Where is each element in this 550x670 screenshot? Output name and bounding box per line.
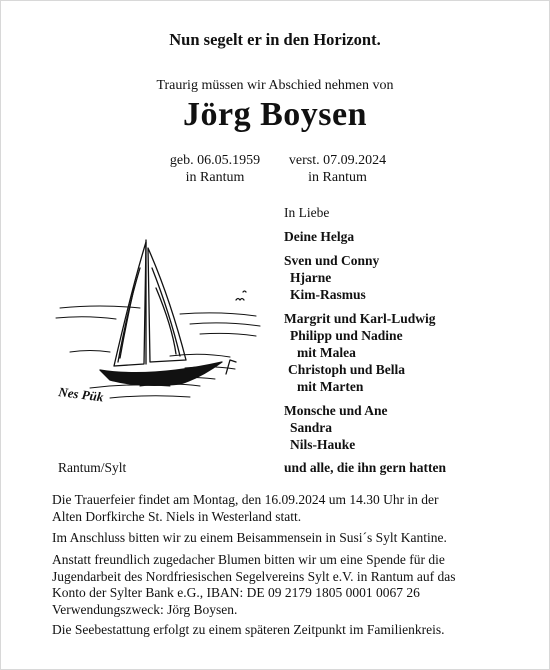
sailboat-sketch — [50, 228, 265, 408]
mourner-line: Christoph und Bella — [288, 362, 406, 377]
hull — [100, 360, 236, 385]
birth-date: geb. 06.05.1959 — [169, 153, 261, 168]
death-date: verst. 07.09.2024 — [288, 153, 387, 168]
death-place: in Rantum — [308, 170, 367, 185]
mourner-line: Kim-Rasmus — [290, 287, 366, 302]
paragraph-line: Verwendungszweck: Jörg Boysen. — [52, 601, 238, 617]
sails — [114, 240, 186, 366]
birth-place: in Rantum — [185, 170, 245, 185]
mourner-line: mit Marten — [297, 379, 364, 394]
mourner-line: mit Malea — [297, 345, 356, 360]
gathering-paragraph — [52, 530, 447, 547]
donation-paragraph — [52, 552, 456, 618]
mourners-intro: In Liebe — [284, 205, 330, 220]
paragraph-line: Im Anschluss bitten wir zu einem Beisammensein in Susi´s Sylt Kantine. — [52, 530, 447, 545]
mourner-line: Sven und Conny — [284, 253, 380, 268]
mourners-list — [284, 204, 436, 453]
paragraph-line: Die Seebestattung erfolgt zu einem späteren Zeitpunkt im Familienkreis. — [52, 622, 445, 637]
mourner-line: Sandra — [290, 420, 333, 435]
image-caption: Nes Pük — [57, 384, 105, 405]
birth-info — [160, 152, 270, 186]
mourner-line: Margrit und Karl-Ludwig — [284, 311, 436, 326]
paragraph-line: Die Trauerfeier findet am Montag, den 16.09.2024 um 14.30 Uhr in der — [52, 492, 439, 507]
waves — [90, 385, 190, 398]
heading: Nun segelt er in den Horizont. — [169, 30, 381, 49]
mourner-line: Deine Helga — [284, 229, 355, 244]
funeral-paragraph — [52, 492, 439, 525]
paragraph-line: Jugendarbeit des Nordfriesischen Segelvereins Sylt e.V. in Rantum auf das — [52, 568, 456, 584]
burial-paragraph — [52, 622, 445, 639]
mourner-line: Philipp und Nadine — [290, 328, 403, 343]
intro-text: Traurig müssen wir Abschied nehmen von — [156, 78, 394, 93]
mourner-line: Nils-Hauke — [290, 437, 356, 452]
seagull-icon — [236, 291, 246, 300]
mourners-closing: und alle, die ihn gern hatten — [284, 460, 447, 475]
mourner-line: Hjarne — [290, 270, 332, 285]
mourner-line: Monsche und Ane — [284, 403, 388, 418]
death-info — [280, 152, 395, 186]
paragraph-line: Alten Dorfkirche St. Niels in Westerland statt. — [52, 508, 302, 524]
place-line: Rantum/Sylt — [58, 460, 127, 475]
paragraph-line: Konto der Sylter Bank e.G., IBAN: DE 09 2179 1805 0001 0067 26 — [52, 585, 420, 600]
paragraph-line: Anstatt freundlich zugedacher Blumen bitten wir um eine Spende für die — [52, 552, 445, 567]
deceased-name: Jörg Boysen — [183, 96, 367, 133]
